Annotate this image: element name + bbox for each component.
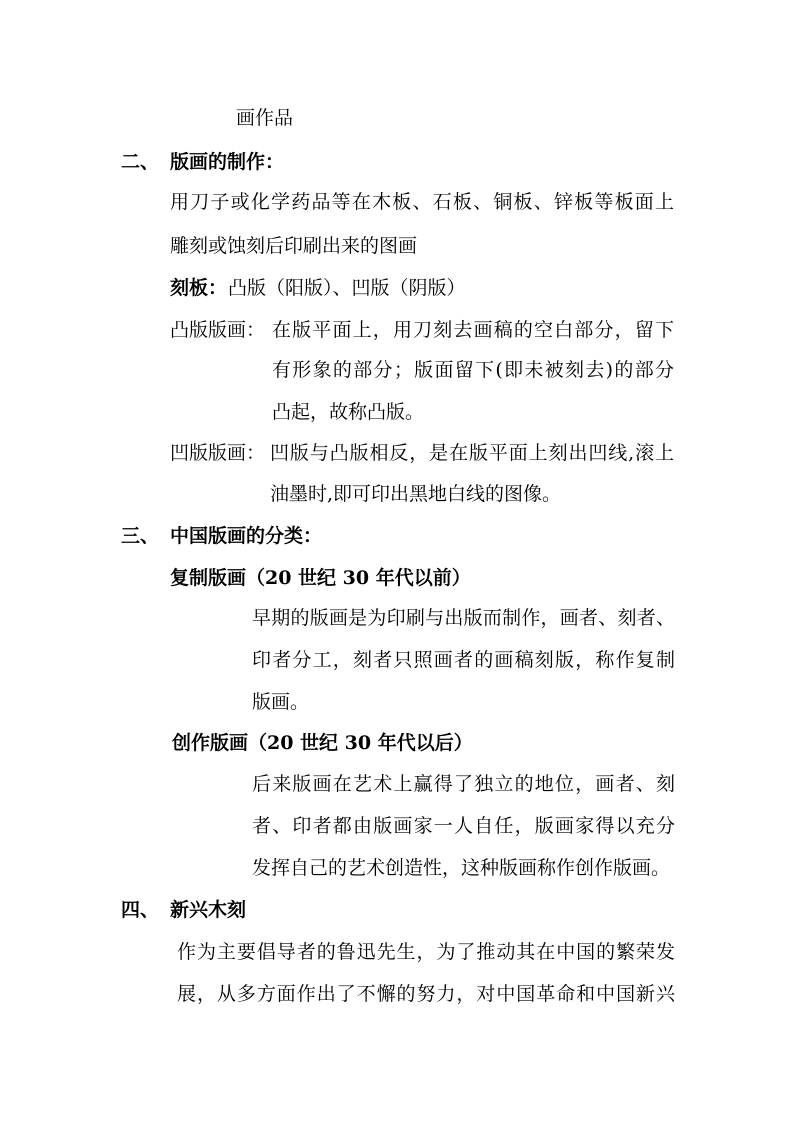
creative-print-line-2: 者、印者都由版画家一人自任，版画家得以充分	[252, 815, 675, 837]
section-3-title: 中国版画的分类：	[170, 525, 323, 547]
intaglio-print-label: 凹版版画：	[170, 442, 266, 464]
continued-text: 画作品	[236, 107, 294, 129]
creative-print-line-1: 后来版画在艺术上赢得了独立的地位，画者、刻	[252, 773, 675, 795]
plate-types: 凸版（阳版）、凹版（阴版）	[228, 277, 466, 299]
relief-print-label: 凸版版画：	[170, 319, 266, 341]
relief-print-line-2: 有形象的部分；版面留下(即未被刻去)的部分	[272, 359, 674, 381]
section-4-number: 四、	[121, 899, 160, 921]
creative-print-heading: 创作版画（20 世纪 30 年代以后）	[172, 732, 473, 754]
section-2-title: 版画的制作：	[170, 151, 285, 173]
creative-print-line-3: 发挥自己的艺术创造性，这种版画称作创作版画。	[252, 857, 671, 879]
relief-print-line-1: 在版平面上，用刀刻去画稿的空白部分，留下	[272, 319, 674, 341]
intaglio-print-line-1: 凹版与凸版相反，是在版平面上刻出凹线,滚上	[270, 442, 674, 464]
reproduction-print-line-1: 早期的版画是为印刷与出版而制作，画者、刻者、	[252, 607, 675, 629]
reproduction-print-heading: 复制版画（20 世纪 30 年代以前）	[170, 567, 471, 589]
reproduction-print-line-3: 版画。	[252, 691, 310, 713]
section-2-definition-line-2: 雕刻或蚀刻后印刷出来的图画	[170, 235, 418, 257]
section-4-line-2: 展，从多方面作出了不懈的努力，对中国革命和中国新兴	[177, 983, 675, 1005]
relief-print-line-3: 凸起，故称凸版。	[272, 401, 425, 423]
intaglio-print-line-2: 油墨时,即可印出黑地白线的图像。	[270, 483, 562, 505]
section-2-definition-line-1: 用刀子或化学药品等在木板、石板、铜板、锌板等板面上	[170, 191, 674, 213]
section-2-number: 二、	[121, 151, 160, 173]
section-4-title: 新兴木刻	[170, 899, 247, 921]
plate-label: 刻板：	[170, 277, 228, 299]
section-4-line-1: 作为主要倡导者的鲁迅先生，为了推动其在中国的繁荣发	[177, 941, 675, 963]
section-3-number: 三、	[121, 525, 160, 547]
reproduction-print-line-2: 印者分工，刻者只照画者的画稿刻版，称作复制	[252, 649, 675, 671]
